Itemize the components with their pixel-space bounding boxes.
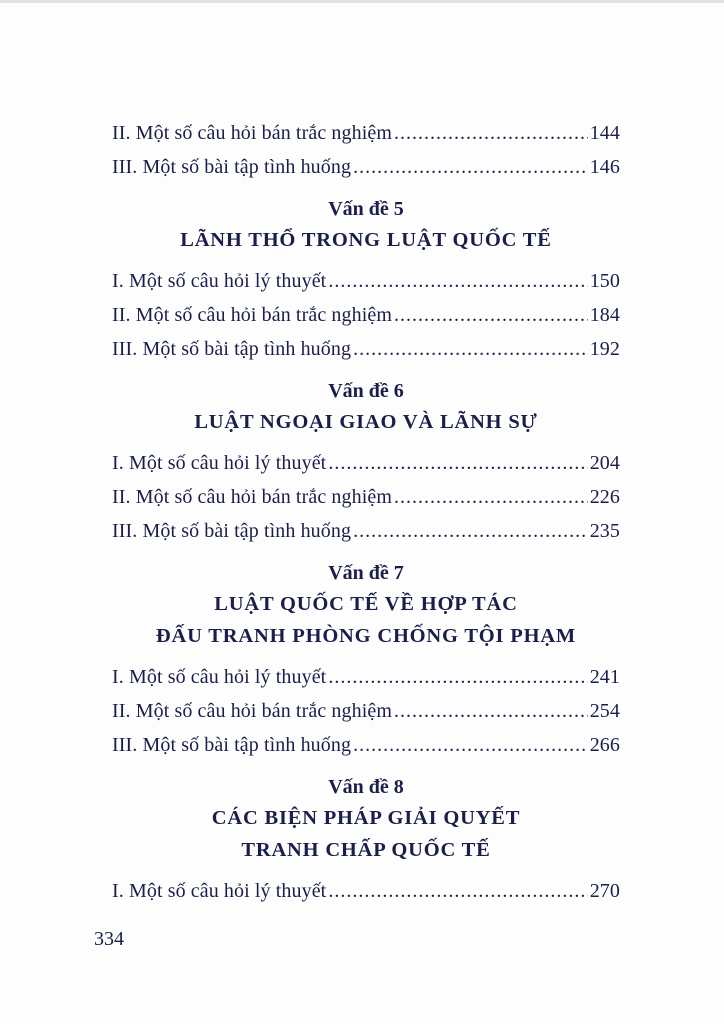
toc-entry-label: II. Một số câu hỏi bán trắc nghiệm [112, 304, 392, 326]
section-title-line: ĐẤU TRANH PHÒNG CHỐNG TỘI PHẠM [155, 625, 577, 647]
page-top-edge [0, 0, 724, 3]
section-title-line: CÁC BIỆN PHÁP GIẢI QUYẾT [211, 807, 521, 829]
dot-leader [328, 874, 587, 908]
toc-entry-label: I. Một số câu hỏi lý thuyết [112, 452, 327, 474]
toc-entry-label: I. Một số câu hỏi lý thuyết [112, 666, 327, 688]
toc-entry [112, 514, 620, 548]
toc-entry-page: 150 [589, 270, 620, 292]
toc-entry [112, 332, 620, 366]
toc-entry-page: 226 [589, 486, 620, 508]
section-title-line: TRANH CHẤP QUỐC TẾ [241, 839, 491, 861]
toc-entry-page: 184 [589, 304, 620, 326]
toc-entry [112, 150, 620, 184]
table-of-contents [112, 116, 620, 908]
toc-entry-label: I. Một số câu hỏi lý thuyết [112, 270, 327, 292]
section-title-line: LUẬT NGOẠI GIAO VÀ LÃNH SỰ [194, 411, 538, 433]
toc-entry-page: 144 [589, 122, 620, 144]
toc-entry-page: 266 [589, 734, 620, 756]
section-title [112, 224, 620, 256]
section-title [112, 802, 620, 866]
toc-entry-label: II. Một số câu hỏi bán trắc nghiệm [112, 486, 392, 508]
toc-entry [112, 298, 620, 332]
section-heading: Vấn đề 6 [328, 380, 404, 402]
dot-leader [394, 694, 588, 728]
toc-entry-page: 235 [589, 520, 620, 542]
toc-entry-page: 192 [589, 338, 620, 360]
toc-entry-label: II. Một số câu hỏi bán trắc nghiệm [112, 700, 392, 722]
toc-entry [112, 874, 620, 908]
dot-leader [353, 150, 588, 184]
dot-leader [394, 298, 588, 332]
toc-entry [112, 116, 620, 150]
toc-entry-label: III. Một số bài tập tình huống [112, 520, 352, 542]
toc-entry [112, 480, 620, 514]
section-heading: Vấn đề 7 [328, 562, 404, 584]
section-title-line: LÃNH THỔ TRONG LUẬT QUỐC TẾ [180, 229, 552, 251]
dot-leader [394, 116, 588, 150]
dot-leader [353, 332, 588, 366]
toc-entry-page: 270 [589, 880, 620, 902]
section-title-line: LUẬT QUỐC TẾ VỀ HỢP TÁC [214, 593, 518, 615]
dot-leader [394, 480, 588, 514]
dot-leader [353, 514, 588, 548]
section-title [112, 588, 620, 652]
dot-leader [328, 660, 587, 694]
toc-entry-page: 146 [589, 156, 620, 178]
page-number: 334 [94, 928, 124, 950]
toc-entry-label: III. Một số bài tập tình huống [112, 338, 352, 360]
dot-leader [353, 728, 588, 762]
toc-entry-page: 254 [589, 700, 620, 722]
section-heading: Vấn đề 5 [328, 198, 404, 220]
toc-entry [112, 264, 620, 298]
dot-leader [328, 446, 587, 480]
toc-entry [112, 728, 620, 762]
toc-entry [112, 446, 620, 480]
section-heading: Vấn đề 8 [328, 776, 404, 798]
toc-entry [112, 660, 620, 694]
toc-entry-page: 204 [589, 452, 620, 474]
toc-entry-label: I. Một số câu hỏi lý thuyết [112, 880, 327, 902]
toc-entry [112, 694, 620, 728]
toc-entry-label: II. Một số câu hỏi bán trắc nghiệm [112, 122, 392, 144]
toc-entry-page: 241 [589, 666, 620, 688]
toc-entry-label: III. Một số bài tập tình huống [112, 734, 352, 756]
dot-leader [328, 264, 587, 298]
toc-entry-label: III. Một số bài tập tình huống [112, 156, 352, 178]
section-title [112, 406, 620, 438]
